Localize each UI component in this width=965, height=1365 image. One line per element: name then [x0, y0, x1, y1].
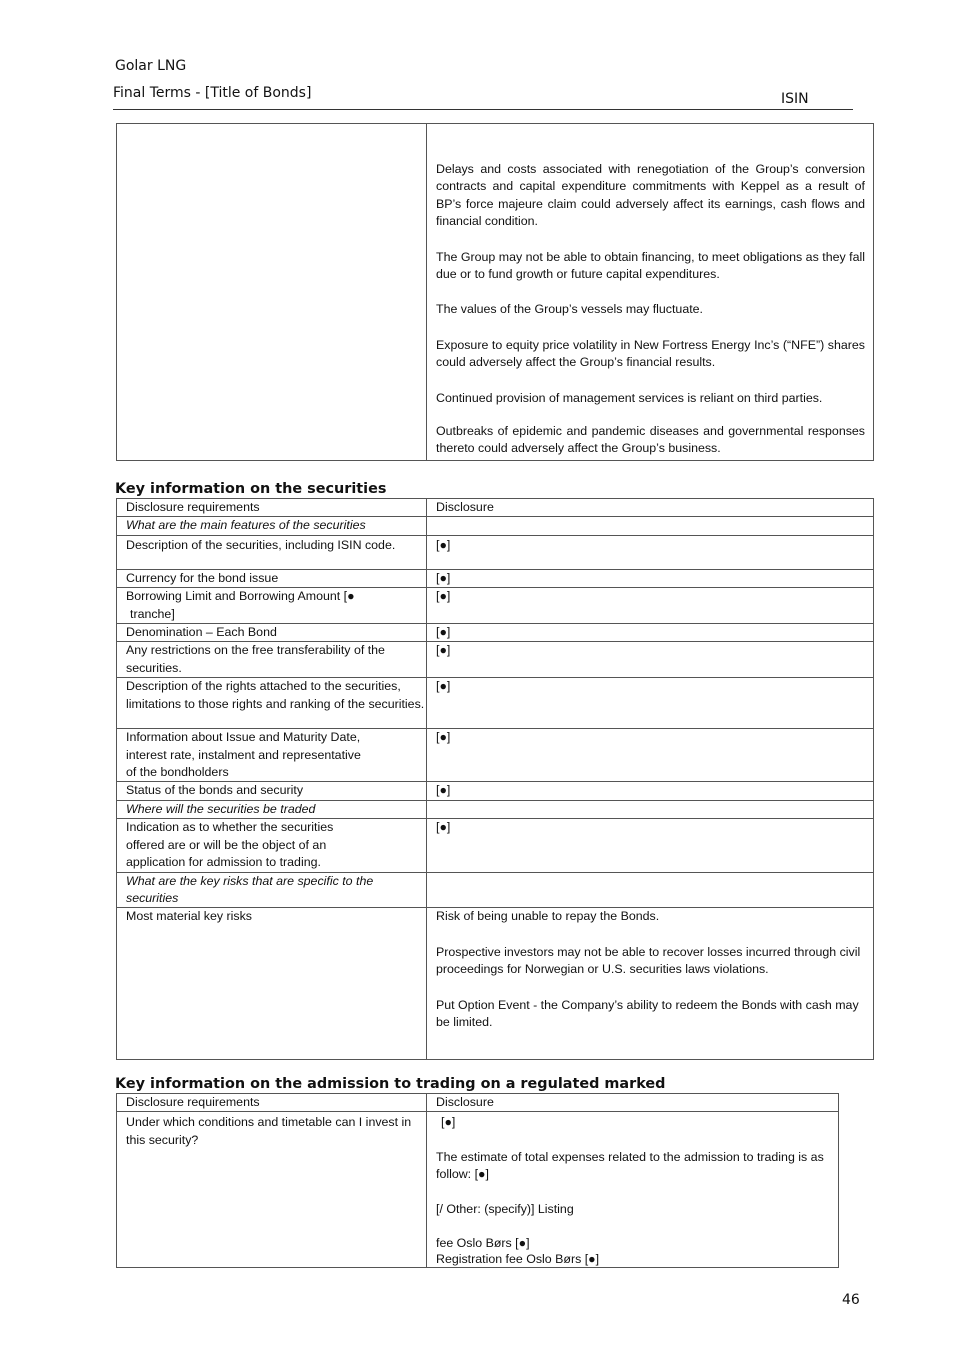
risk-paragraph: Delays and costs associated with renegotiation of the Group’s conversion contracts and capital expenditure commitments with Keppel as a result of BP’s force majeure claim could adversely affect its earnings, cash flows and financial condition. — [436, 162, 865, 229]
indication-label-line: application for admission to trading. — [126, 855, 321, 870]
admission-fee: fee Oslo Børs [●] — [436, 1236, 530, 1251]
rights-value: [●] — [427, 678, 874, 729]
status-value: [●] — [427, 782, 874, 800]
empty-cell — [427, 872, 874, 908]
material-risks-cell — [427, 908, 874, 1060]
denomination-label: Denomination – Each Bond — [117, 624, 427, 642]
securities-table — [116, 498, 874, 1060]
risk-empty-cell — [117, 124, 427, 461]
indication-value: [●] — [427, 819, 874, 872]
currency-label: Currency for the bond issue — [117, 569, 427, 587]
issue-label-line: of the bondholders — [126, 765, 229, 780]
denomination-value: [●] — [427, 624, 874, 642]
borrowing-label-line: tranche] — [130, 606, 175, 621]
admission-expenses: The estimate of total expenses related to the admission to trading is as follow: [●] — [436, 1149, 824, 1182]
admission-section-title: Key information on the admission to trading on a regulated marked — [115, 1076, 666, 1092]
material-risks-label: Most material key risks — [117, 908, 427, 1060]
where-traded-question: Where will the securities be traded — [117, 800, 427, 818]
risk-paragraph: Exposure to equity price volatility in New Fortress Energy Inc’s (“NFE”) shares could adversely affect the Group’s financial results. — [436, 337, 865, 370]
risk-paragraph: Outbreaks of epidemic and pandemic diseases and governmental responses thereto could adversely affect the Group’s business. — [436, 424, 865, 456]
indication-label — [117, 819, 427, 872]
description-value: [●] — [427, 535, 874, 569]
empty-cell — [427, 800, 874, 818]
rights-label: Description of the rights attached to the securities, limitations to those rights and ranking of the securities. — [117, 678, 427, 729]
admission-table — [116, 1093, 839, 1268]
restrictions-label: Any restrictions on the free transferability of the securities. — [117, 642, 427, 678]
risk-paragraph: Continued provision of management services is reliant on third parties. — [436, 390, 823, 405]
issue-value: [●] — [427, 729, 874, 782]
risk-text-cell — [427, 124, 874, 461]
securities-section-title: Key information on the securities — [115, 481, 387, 497]
page-number: 46 — [842, 1292, 860, 1308]
borrowing-value: [●] — [427, 588, 874, 624]
admission-bullet: [●] — [441, 1115, 456, 1130]
restrictions-value: [●] — [427, 642, 874, 678]
admission-question: Under which conditions and timetable can I invest in this security? — [117, 1112, 427, 1268]
issue-label-line: interest rate, instalment and representative — [126, 747, 361, 762]
risk-paragraph: The Group may not be able to obtain financing, to meet obligations as they fall due or to fund growth or future capital expenditures. — [436, 249, 865, 282]
company-name: Golar LNG — [115, 58, 187, 74]
col-header-requirements: Disclosure requirements — [117, 499, 427, 517]
indication-label-line: Indication as to whether the securities — [126, 820, 334, 835]
final-terms-title: Final Terms - [Title of Bonds] — [113, 85, 312, 101]
borrowing-label-line: Borrowing Limit and Borrowing Amount [● — [126, 589, 355, 604]
borrowing-label — [117, 588, 427, 624]
indication-label-line: offered are or will be the object of an — [126, 837, 327, 852]
isin-label: ISIN — [781, 91, 809, 107]
description-label: Description of the securities, including ISIN code. — [117, 535, 427, 569]
admission-registration: Registration fee Oslo Børs [●] — [436, 1252, 600, 1267]
empty-cell — [427, 517, 874, 535]
issue-label-line: Information about Issue and Maturity Date, — [126, 730, 361, 745]
status-label: Status of the bonds and security — [117, 782, 427, 800]
col-header-disclosure: Disclosure — [427, 1094, 839, 1112]
risk-factors-table — [116, 123, 874, 461]
material-risk-item: Put Option Event - the Company’s ability to redeem the Bonds with cash may be limited. — [436, 997, 859, 1029]
admission-disclosure-cell — [427, 1112, 839, 1268]
risk-paragraph: The values of the Group’s vessels may fluctuate. — [436, 302, 703, 317]
col-header-requirements: Disclosure requirements — [117, 1094, 427, 1112]
main-features-question: What are the main features of the securities — [117, 517, 427, 535]
material-risk-item: Risk of being unable to repay the Bonds. — [436, 909, 660, 924]
col-header-disclosure: Disclosure — [427, 499, 874, 517]
issue-label — [117, 729, 427, 782]
currency-value: [●] — [427, 569, 874, 587]
material-risk-item: Prospective investors may not be able to recover losses incurred through civil proceedings for Norwegian or U.S. securities laws violations. — [436, 944, 861, 977]
key-risks-question: What are the key risks that are specific to the securities — [117, 872, 427, 908]
admission-other: [/ Other: (specify)] Listing — [436, 1201, 574, 1216]
header-rule — [113, 109, 853, 110]
